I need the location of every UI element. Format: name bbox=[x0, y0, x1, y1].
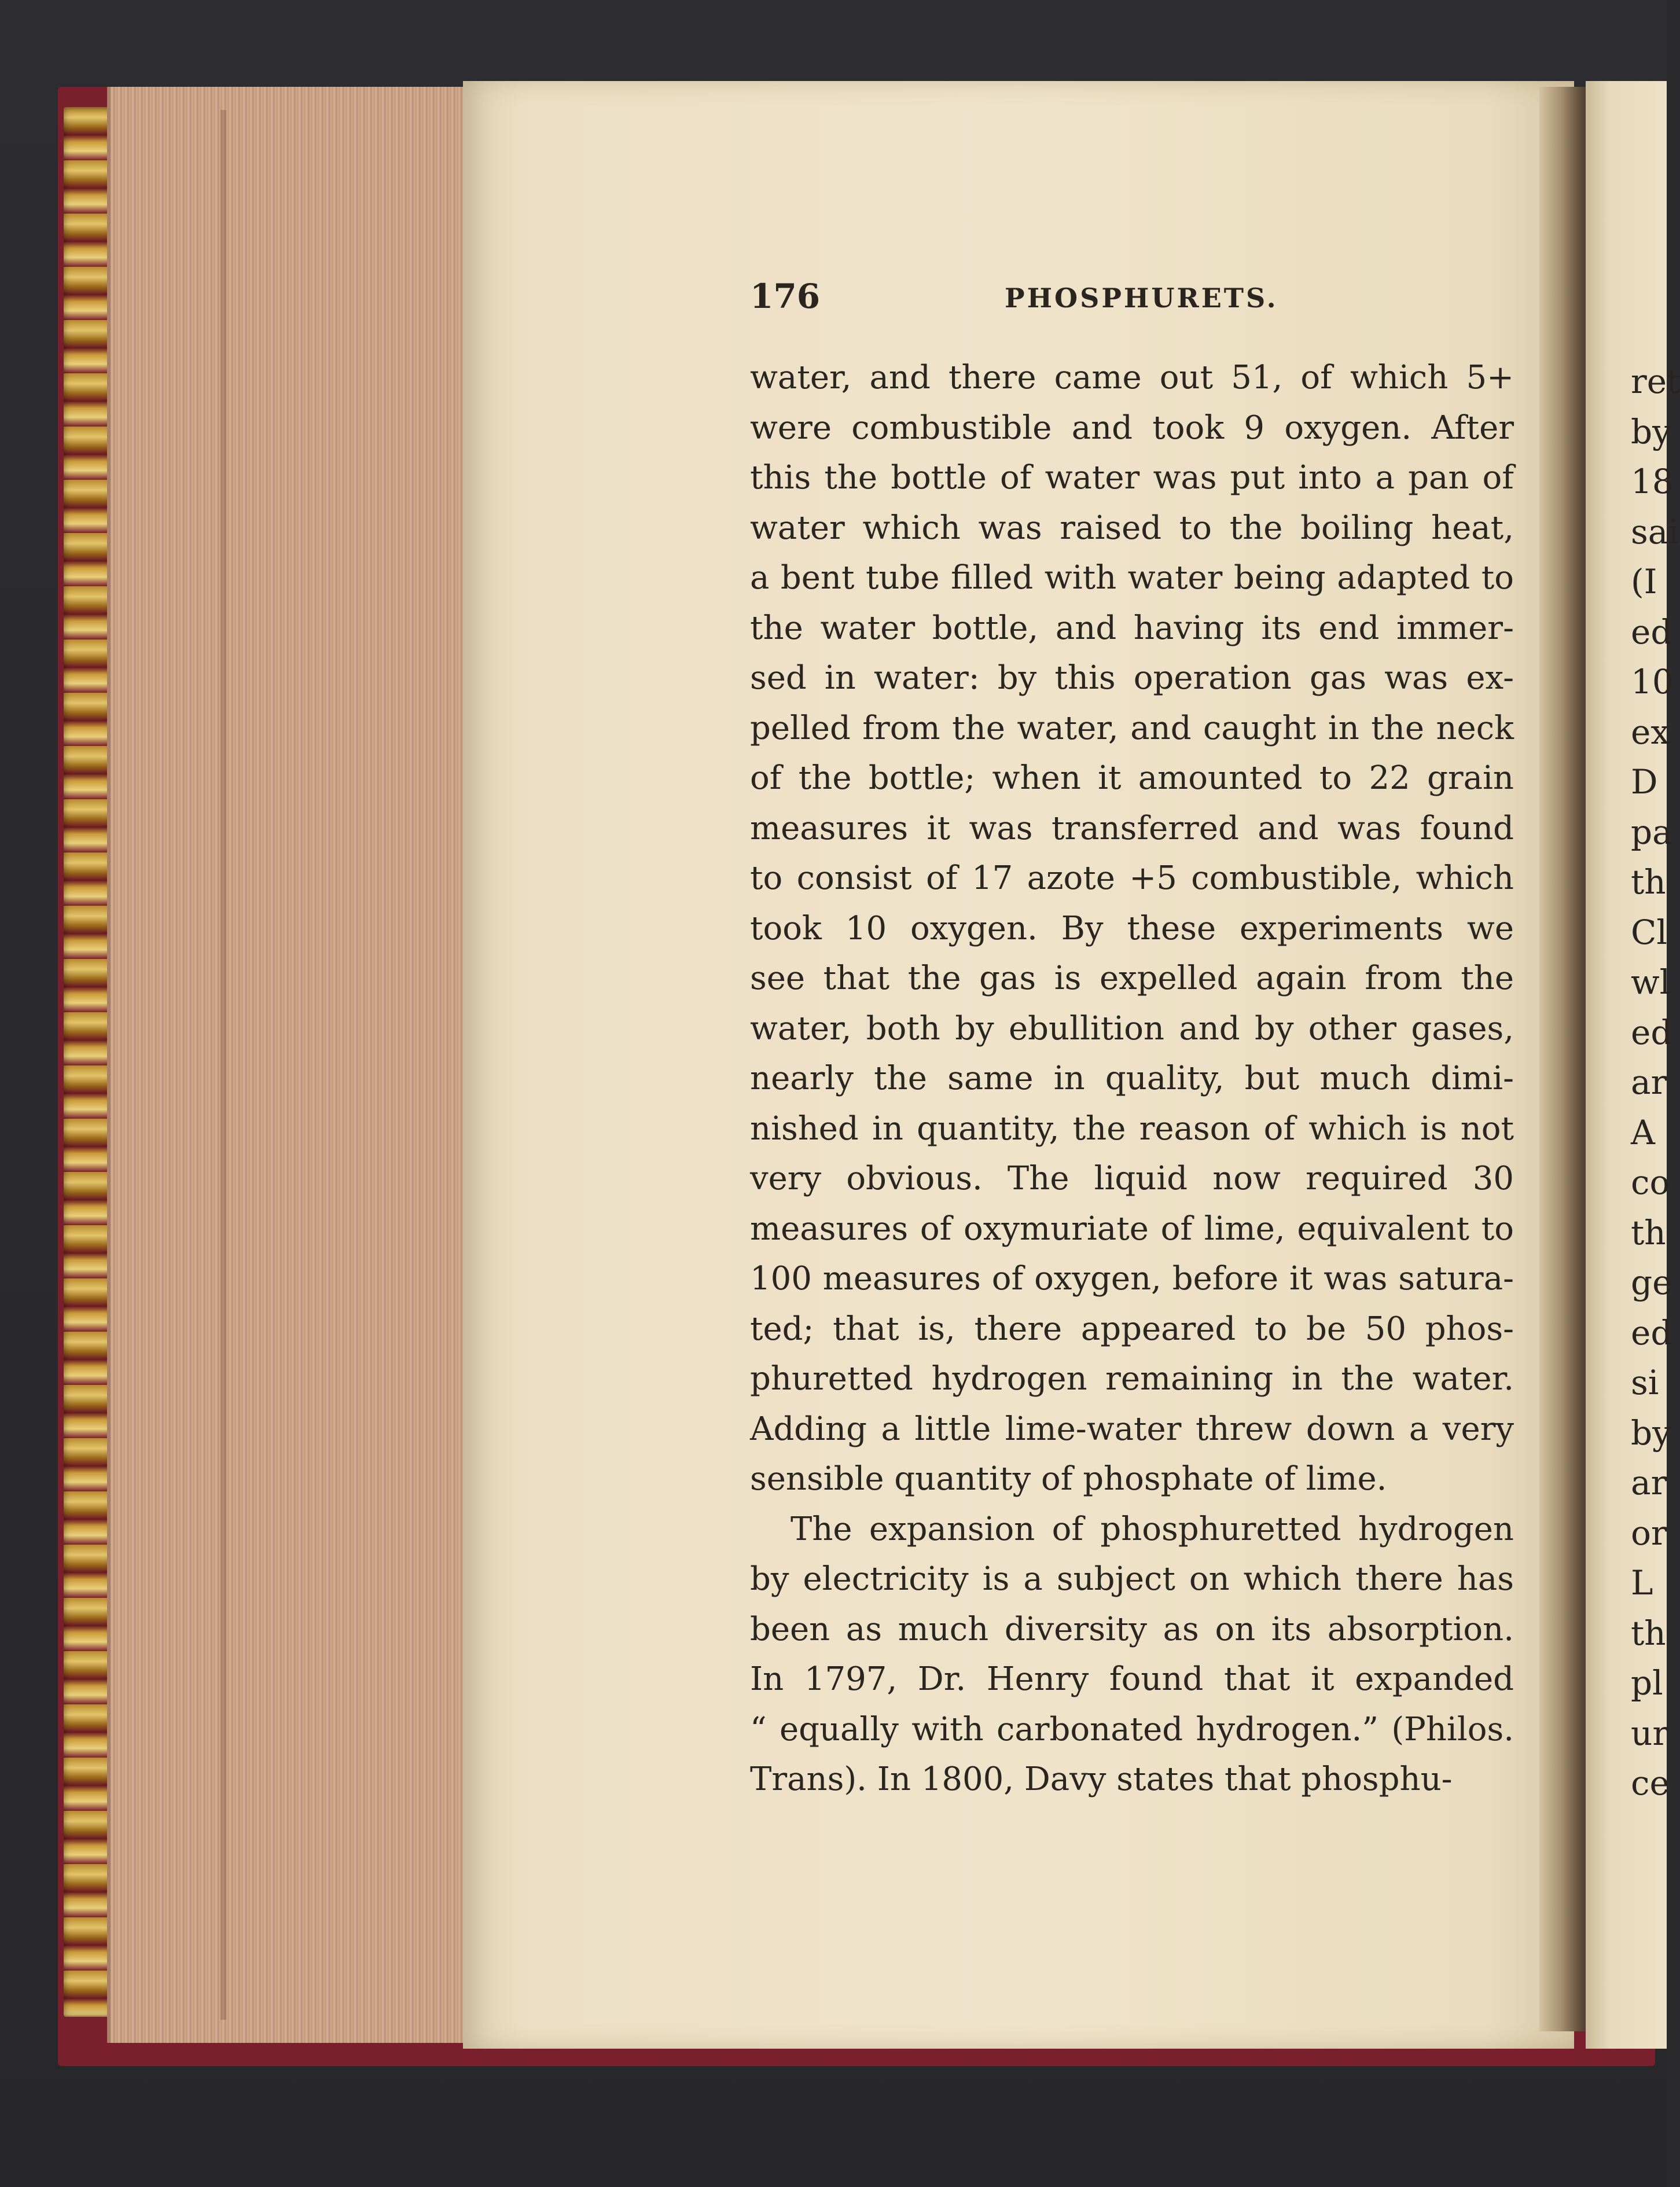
facing-page-fragment: (I bbox=[1631, 562, 1657, 601]
text-line: the water bottle, and having its end immer- bbox=[750, 609, 1514, 647]
text-line: of the bottle; when it amounted to 22 grain bbox=[750, 759, 1514, 797]
facing-page-fragment: ur bbox=[1631, 1713, 1669, 1753]
text-line: water, both by ebullition and by other gases, bbox=[750, 1009, 1514, 1047]
facing-page-fragment: si bbox=[1631, 1363, 1659, 1402]
facing-page-fragment: L bbox=[1631, 1563, 1653, 1602]
text-line: “ equally with carbonated hydrogen.” (Philos. bbox=[750, 1710, 1514, 1748]
facing-page-fragment: th bbox=[1631, 862, 1666, 902]
text-line: sed in water: by this operation gas was ex- bbox=[750, 659, 1514, 697]
facing-page-fragment: th bbox=[1631, 1613, 1666, 1653]
text-line: ted; that is, there appeared to be 50 phos- bbox=[750, 1310, 1514, 1348]
text-line: a bent tube filled with water being adapted to bbox=[750, 559, 1514, 597]
facing-page-fragment: ce bbox=[1631, 1763, 1670, 1803]
text-line: pelled from the water, and caught in the neck bbox=[750, 709, 1514, 747]
text-line: this the bottle of water was put into a pan of bbox=[750, 459, 1514, 497]
facing-page-fragment: pl bbox=[1631, 1663, 1663, 1703]
text-line: nearly the same in quality, but much dimi- bbox=[750, 1060, 1514, 1097]
facing-page-fragment: 10 bbox=[1631, 662, 1674, 701]
facing-page-fragment: D bbox=[1631, 762, 1658, 802]
text-line: sensible quantity of phosphate of lime. bbox=[750, 1460, 1387, 1498]
facing-page-fragment: A bbox=[1631, 1112, 1655, 1152]
facing-page-fragment: ret bbox=[1631, 362, 1680, 401]
facing-page-fragment: Cl bbox=[1631, 912, 1667, 952]
text-line: water which was raised to the boiling heat, bbox=[750, 509, 1514, 547]
gilt-edge-decoration bbox=[64, 107, 113, 2017]
facing-page-fragment: 18 bbox=[1631, 462, 1674, 501]
text-line: see that the gas is expelled again from the bbox=[750, 960, 1514, 997]
facing-page-fragment: ex bbox=[1631, 712, 1670, 752]
text-line: The expansion of phosphuretted hydrogen bbox=[791, 1510, 1514, 1548]
text-line: nished in quantity, the reason of which is not bbox=[750, 1109, 1514, 1148]
text-line: by electricity is a subject on which there has bbox=[750, 1560, 1514, 1598]
page-number: 176 bbox=[750, 277, 821, 316]
text-line: water, and there came out 51, of which 5+ bbox=[750, 359, 1514, 396]
facing-page-fragment: ar bbox=[1631, 1063, 1667, 1102]
text-line: been as much diversity as on its absorption. bbox=[750, 1610, 1514, 1648]
text-line: took 10 oxygen. By these experiments we bbox=[750, 909, 1514, 947]
facing-page-fragment: by bbox=[1631, 411, 1671, 451]
text-line: Adding a little lime-water threw down a very bbox=[750, 1410, 1514, 1448]
facing-page-fragment: co bbox=[1631, 1163, 1670, 1202]
text-line: phuretted hydrogen remaining in the water. bbox=[750, 1360, 1514, 1398]
facing-page-fragment: sai bbox=[1631, 512, 1679, 552]
facing-page-fragment: or bbox=[1631, 1513, 1667, 1553]
facing-page-fragment: ge bbox=[1631, 1263, 1672, 1302]
facing-page-fragment: ed bbox=[1631, 612, 1672, 652]
facing-page-fragment: wl bbox=[1631, 962, 1671, 1002]
facing-page-fragment: ar bbox=[1631, 1463, 1667, 1502]
text-line: measures of oxymuriate of lime, equivalent to bbox=[750, 1210, 1514, 1248]
text-line: Trans). In 1800, Davy states that phosphu- bbox=[750, 1760, 1453, 1798]
facing-page-fragment: by bbox=[1631, 1413, 1671, 1453]
body-text bbox=[750, 353, 1514, 1805]
book-gutter bbox=[1539, 87, 1591, 2031]
page-block-edge bbox=[107, 87, 469, 2043]
text-line: 100 measures of oxygen, before it was satura- bbox=[750, 1260, 1514, 1298]
facing-page-fragment: th bbox=[1631, 1212, 1666, 1252]
text-line: were combustible and took 9 oxygen. After bbox=[750, 409, 1514, 447]
facing-page-fragment: ed bbox=[1631, 1313, 1672, 1352]
facing-page bbox=[1586, 81, 1680, 2049]
text-line: In 1797, Dr. Henry found that it expanded bbox=[750, 1660, 1514, 1698]
facing-page-fragment: ed bbox=[1631, 1012, 1672, 1052]
section-title: PHOSPHURETS. bbox=[1005, 282, 1278, 314]
running-head bbox=[750, 277, 1514, 323]
facing-page-fragment: pa bbox=[1631, 812, 1672, 852]
text-line: to consist of 17 azote +5 combustible, which bbox=[750, 859, 1514, 897]
text-line: very obvious. The liquid now required 30 bbox=[750, 1160, 1514, 1197]
text-line: measures it was transferred and was found bbox=[750, 809, 1514, 847]
